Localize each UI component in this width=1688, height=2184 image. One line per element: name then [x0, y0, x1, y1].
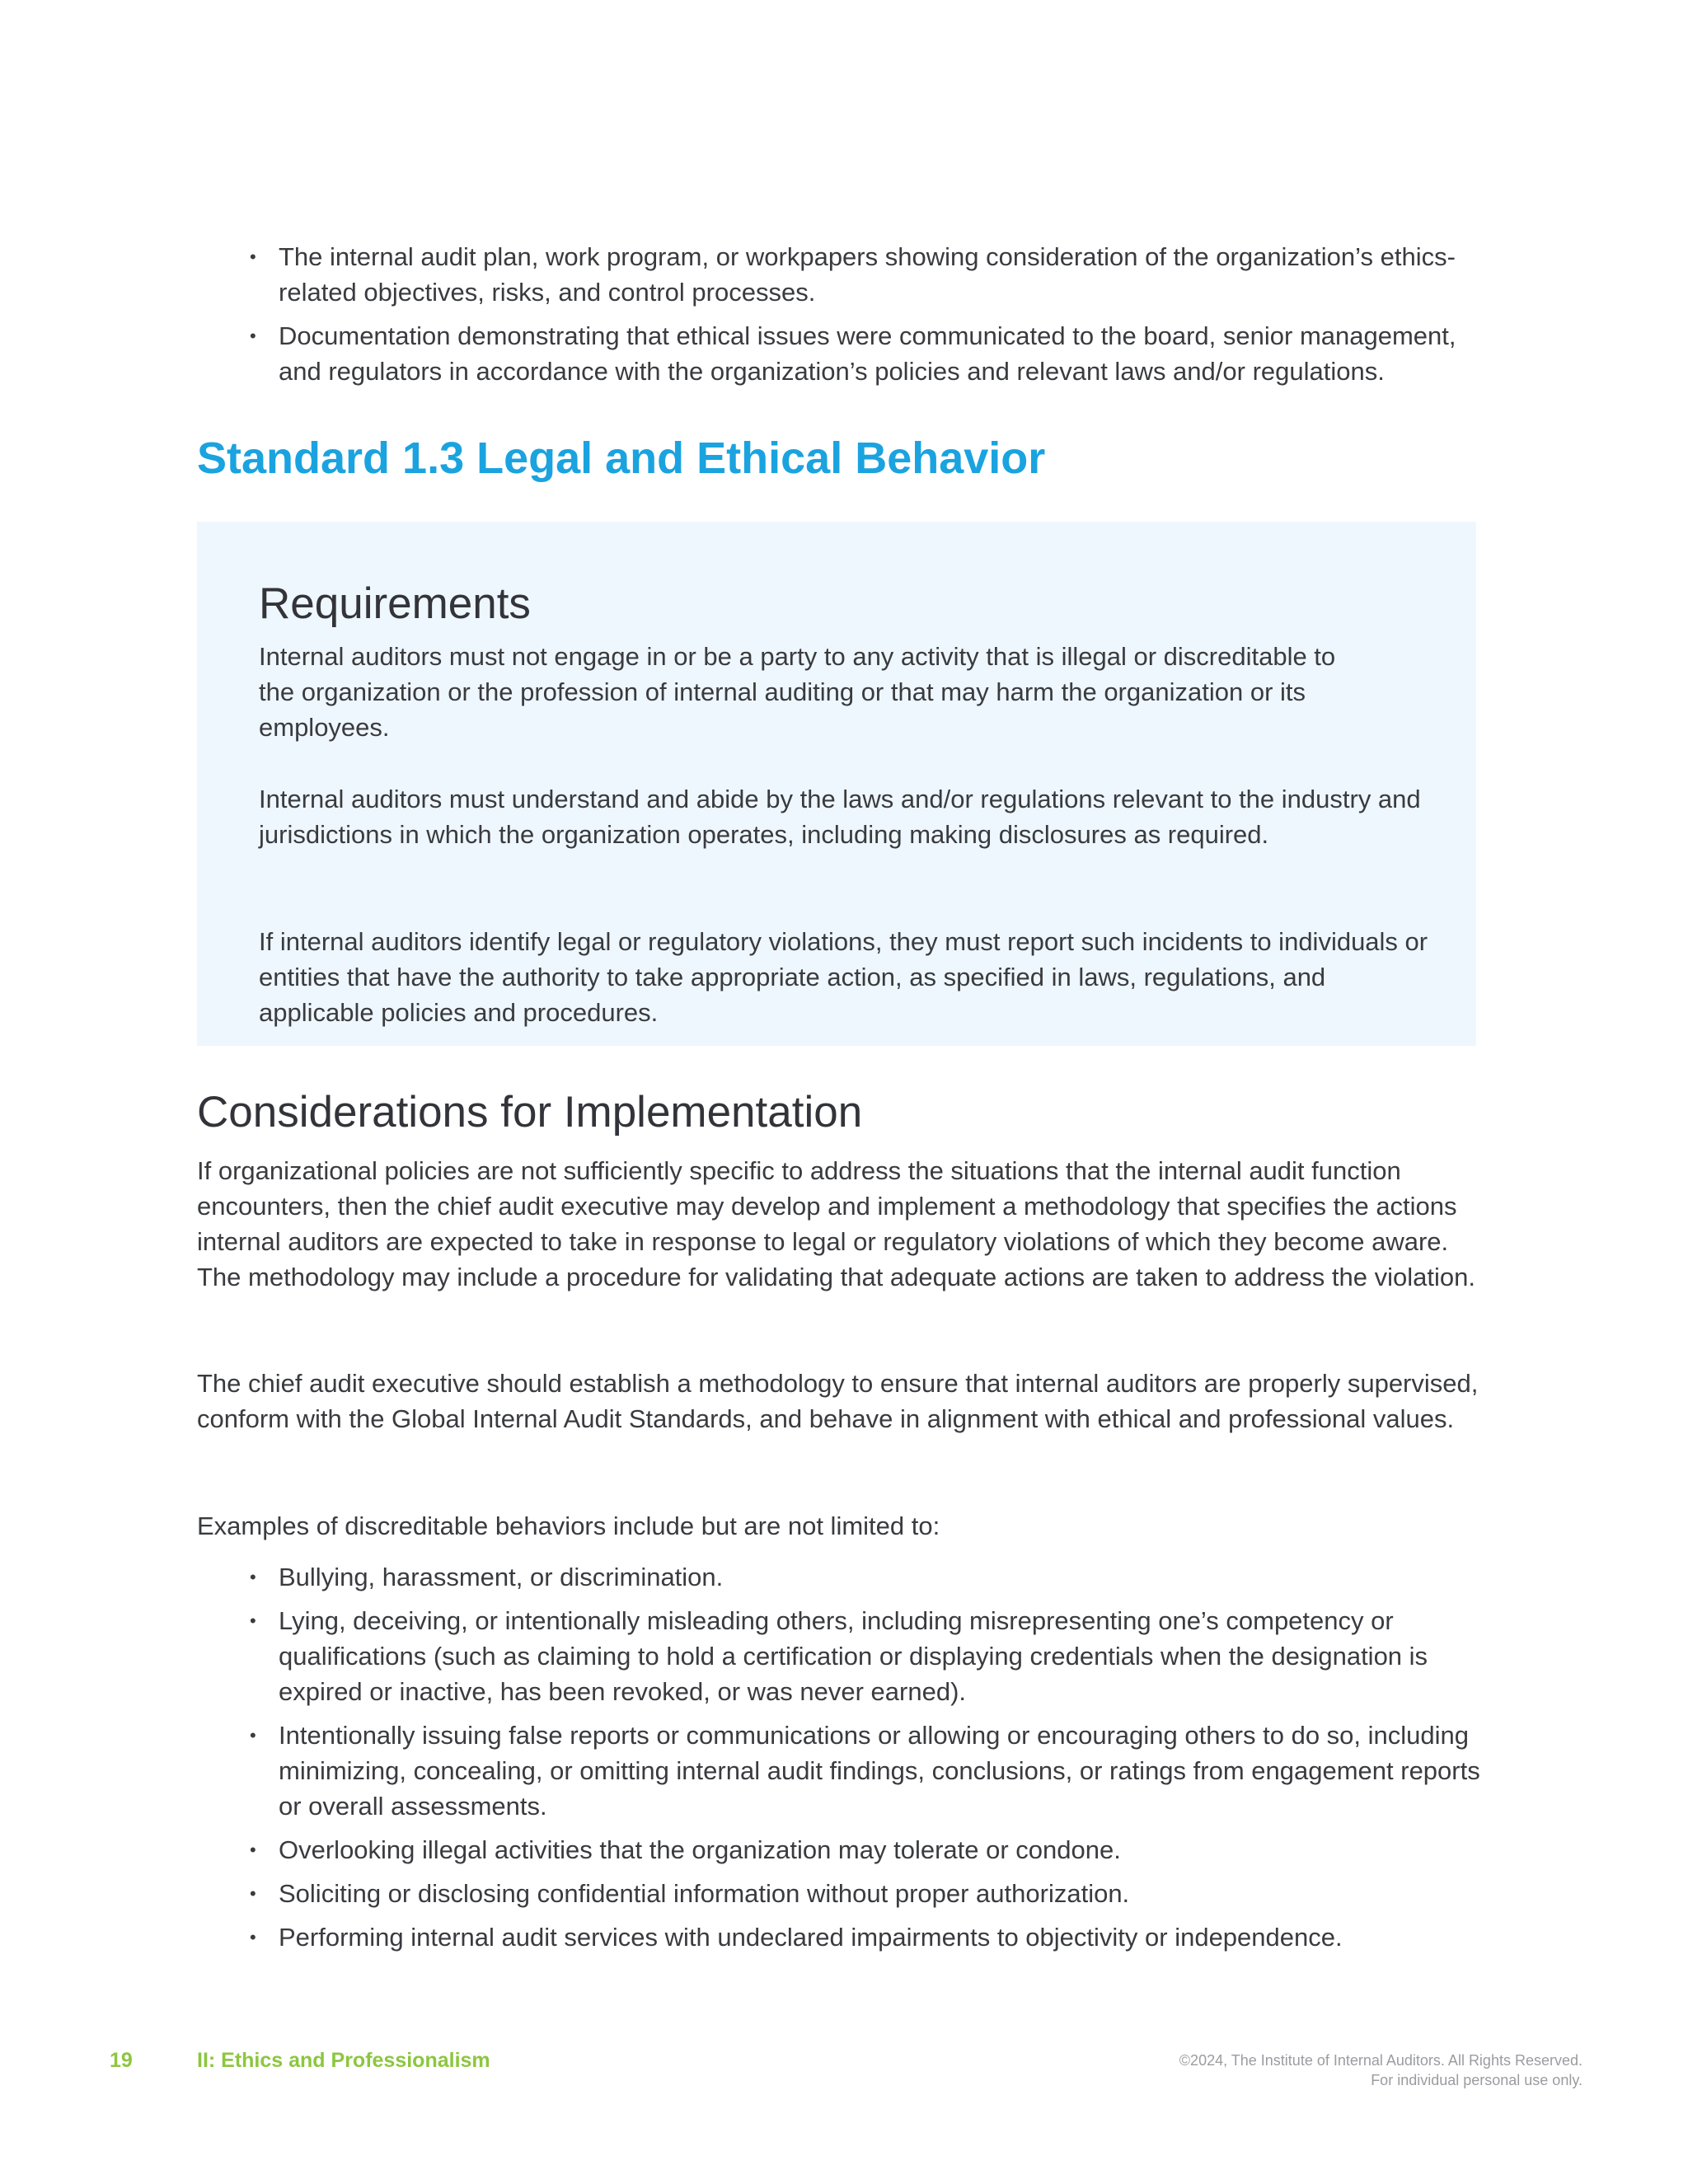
- usage-text: For individual personal use only.: [1371, 2072, 1582, 2088]
- bullet-icon: •: [250, 1567, 256, 1587]
- bullet-icon: •: [250, 326, 256, 346]
- discreditable-behaviors-list: [197, 1559, 1483, 1963]
- list-item: [197, 1559, 1483, 1595]
- footer-copyright: [1179, 2050, 1582, 2090]
- list-item-text: Intentionally issuing false reports or communications or allowing or encouraging others to do so, including minimizing, concealing, or omitting internal audit findings, conclusions, or ratings from engagement reports or overall assessments.: [279, 1721, 1480, 1821]
- evidence-bullet-list: [197, 239, 1483, 397]
- requirements-heading: Requirements: [259, 579, 531, 628]
- list-item: [197, 239, 1483, 310]
- list-item-text: Performing internal audit services with undeclared impairments to objectivity or independence.: [279, 1923, 1343, 1952]
- bullet-icon: •: [250, 246, 256, 267]
- requirement-paragraph: If internal auditors identify legal or regulatory violations, they must report such incidents to individuals or entities that have the authority to take appropriate action, as specified in laws, regulations, and applicable policies and procedures.: [259, 927, 1428, 1027]
- list-item-text: Documentation demonstrating that ethical issues were communicated to the board, senior management, and regulators in accordance with the organization’s policies and relevant laws and/or regulations.: [279, 321, 1456, 386]
- considerations-paragraph: If organizational policies are not sufficiently specific to address the situations that the internal audit function encounters, then the chief audit executive may develop and implement a methodology that specifies the actions internal auditors are expected to take in response to legal or regulatory violations of which they become aware. The methodology may include a procedure for validating that adequate actions are taken to address the violation.: [197, 1156, 1475, 1291]
- bullet-icon: •: [250, 1883, 256, 1904]
- list-item-text: Lying, deceiving, or intentionally misleading others, including misrepresenting one’s competency or qualifications (such as claiming to hold a certification or displaying credentials when the designation is expired or inactive, has been revoked, or was never earned).: [279, 1606, 1428, 1706]
- list-item: [197, 1718, 1483, 1824]
- page-number: 19: [110, 2049, 133, 2072]
- list-item: [197, 318, 1483, 389]
- examples-intro: Examples of discreditable behaviors include but are not limited to:: [197, 1511, 940, 1540]
- list-item-text: The internal audit plan, work program, or workpapers showing consideration of the organization’s ethics-related objectives, risks, and control processes.: [279, 242, 1456, 307]
- requirements-box: [197, 522, 1476, 1046]
- list-item-text: Overlooking illegal activities that the organization may tolerate or condone.: [279, 1835, 1121, 1864]
- bullet-icon: •: [250, 1610, 256, 1631]
- bullet-icon: •: [250, 1927, 256, 1947]
- list-item: [197, 1603, 1483, 1709]
- list-item-text: Bullying, harassment, or discrimination.: [279, 1563, 724, 1591]
- list-item: [197, 1832, 1483, 1868]
- copyright-text: ©2024, The Institute of Internal Auditors. All Rights Reserved.: [1179, 2052, 1582, 2069]
- bullet-icon: •: [250, 1725, 256, 1746]
- bullet-icon: •: [250, 1840, 256, 1860]
- considerations-heading: Considerations for Implementation: [197, 1088, 863, 1137]
- considerations-paragraph: The chief audit executive should establish a methodology to ensure that internal auditors are properly supervised, conform with the Global Internal Audit Standards, and behave in alignment with ethical and professional values.: [197, 1369, 1479, 1433]
- requirement-paragraph: Internal auditors must understand and abide by the laws and/or regulations relevant to the industry and jurisdictions in which the organization operates, including making disclosures as required.: [259, 785, 1421, 849]
- footer-section-title: II: Ethics and Professionalism: [197, 2049, 490, 2072]
- list-item-text: Soliciting or disclosing confidential information without proper authorization.: [279, 1879, 1130, 1908]
- list-item: [197, 1876, 1483, 1911]
- standard-title: Standard 1.3 Legal and Ethical Behavior: [197, 434, 1046, 483]
- requirement-paragraph: Internal auditors must not engage in or be a party to any activity that is illegal or discreditable to the organization or the profession of internal auditing or that may harm the organization or its employees.: [259, 642, 1336, 742]
- list-item: [197, 1919, 1483, 1955]
